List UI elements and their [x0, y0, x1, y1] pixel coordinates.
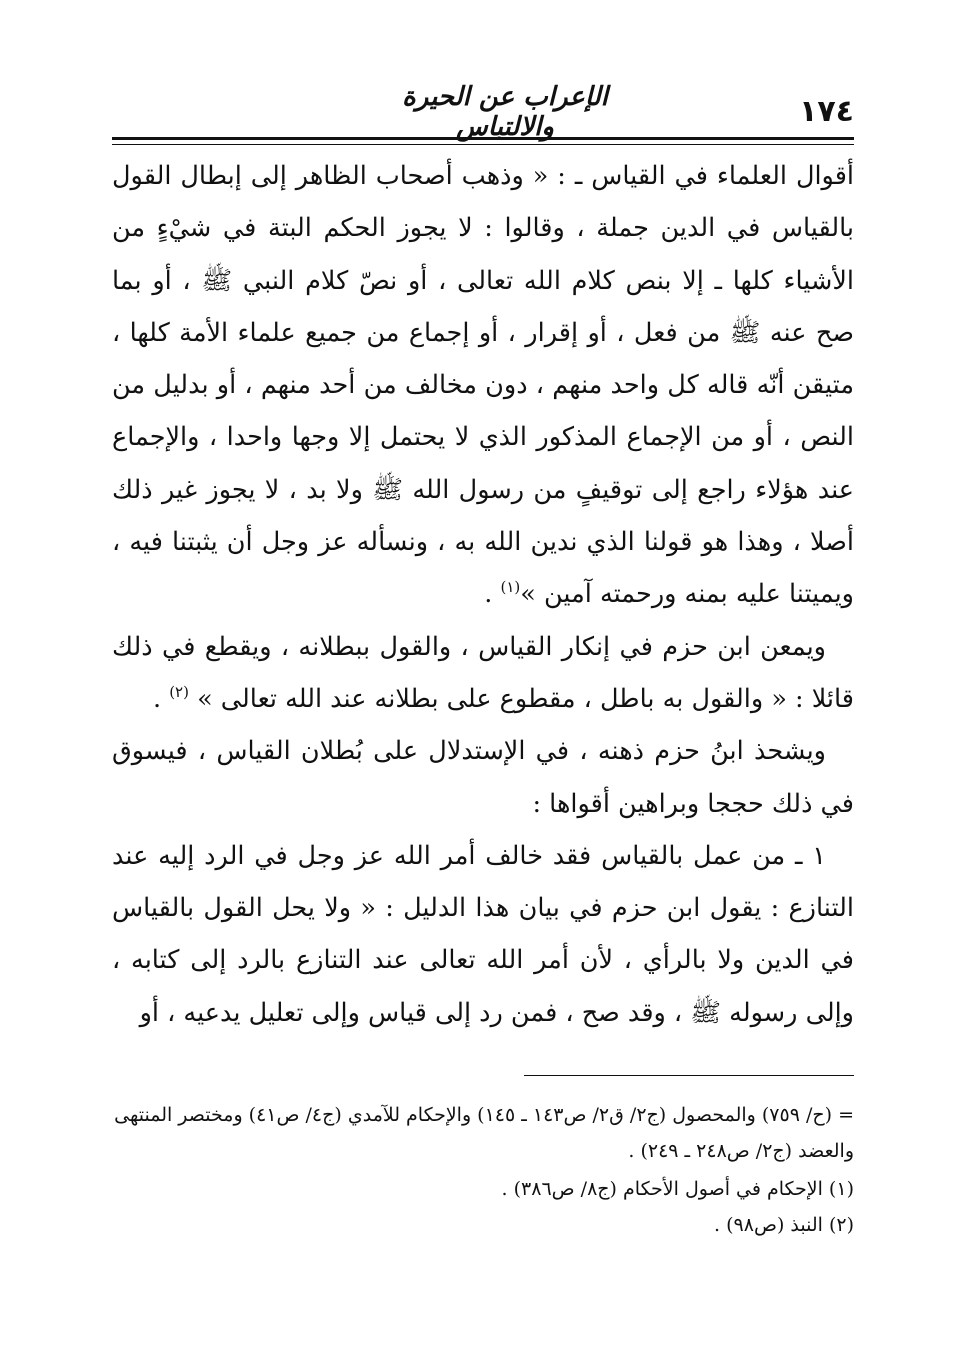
paragraph-3: ويشحذ ابنُ حزم ذهنه ، في الإستدلال على بُطلان القياس ، فيسوق في ذلك حججا وبراهين أقواها :	[112, 736, 854, 819]
footnote-1: (١) الإحكام في أصول الأحكام (ج٨/ ص٣٨٦) .	[501, 1178, 854, 1200]
paragraph-2	[112, 621, 854, 726]
footnote-2: (٢) النبذ (ص٩٨) .	[714, 1214, 854, 1236]
paragraph-4: ١ ـ من عمل بالقياس فقد خالف أمر الله عز وجل في الرد إليه عند التنازع : يقول ابن حزم في بيان هذا الدليل : « ولا يحل القول بالقياس في الدين ولا بالرأي ، لأن أمر الله تعالى عند التنازع بالرد إلى كتابه ، وإلى رسوله ﷺ ، وقد صح ، فمن رد إلى قياس وإلى تعليل يدعيه ، أو	[112, 840, 854, 1028]
paragraph-2-text: ويمعن ابن حزم في إنكار القياس ، والقول ببطلانه ، ويقطع في ذلك قائلا : « والقول به باطل ، مقطوع على بطلانه عند الله تعالى »	[112, 631, 854, 714]
page-header	[112, 78, 854, 140]
paragraph-2-end: .	[152, 683, 170, 714]
footnote-separator	[524, 1075, 854, 1076]
header-rule	[112, 137, 854, 140]
paragraph-1	[112, 150, 854, 621]
footnote-ref-2: (٢)	[169, 682, 189, 701]
paragraph-1-text: أقوال العلماء في القياس ـ : « وذهب أصحاب الظاهر إلى إبطال القول بالقياس في الدين جملة ، وقالوا : لا يجوز الحكم البتة في شيْءٍ من الأشياء كلها ـ إلا بنص كلام الله تعالى ، أو نصّ كلام النبي ﷺ ، أو بما صح عنه ﷺ من فعل ، أو إقرار ، أو إجماع من جميع علماء الأمة كلها ، متيقن أنّه قاله كل واحد منهم ، دون مخالف من أحد منهم ، أو بدليل من النص ، أو من الإجماع المذكور الذي لا يحتمل إلا وجها واحدا ، والإجماع عند هؤلاء راجع إلى توقيفٍ من رسول الله ﷺ ولا بد ، لا يجوز غير ذلك أصلا ، وهذا هو قولنا الذي ندين الله به ، ونسأله عز وجل أن يثبتنا فيه ، ويميتنا عليه بمنه ورحمته آمين »	[112, 161, 854, 610]
page-number: ١٧٤	[799, 94, 854, 129]
header-rule-thin	[112, 144, 854, 145]
running-title: الإعراب عن الحيرة والالتباس	[402, 82, 608, 142]
main-text	[112, 150, 854, 1039]
footnotes	[112, 1097, 854, 1243]
paragraph-1-end: .	[484, 579, 501, 610]
footnote-ref-1: (١)	[500, 578, 521, 597]
footnote-continued: = (ح/ ٧٥٩) والمحصول (ج٢/ ق٢/ ص١٤٣ ـ ١٤٥) والإحكام للآمدي (ج٤/ ص٤١) ومختصر المنتهى والعضد (ج٢/ ص٢٤٨ ـ ٢٤٩) .	[114, 1104, 854, 1162]
